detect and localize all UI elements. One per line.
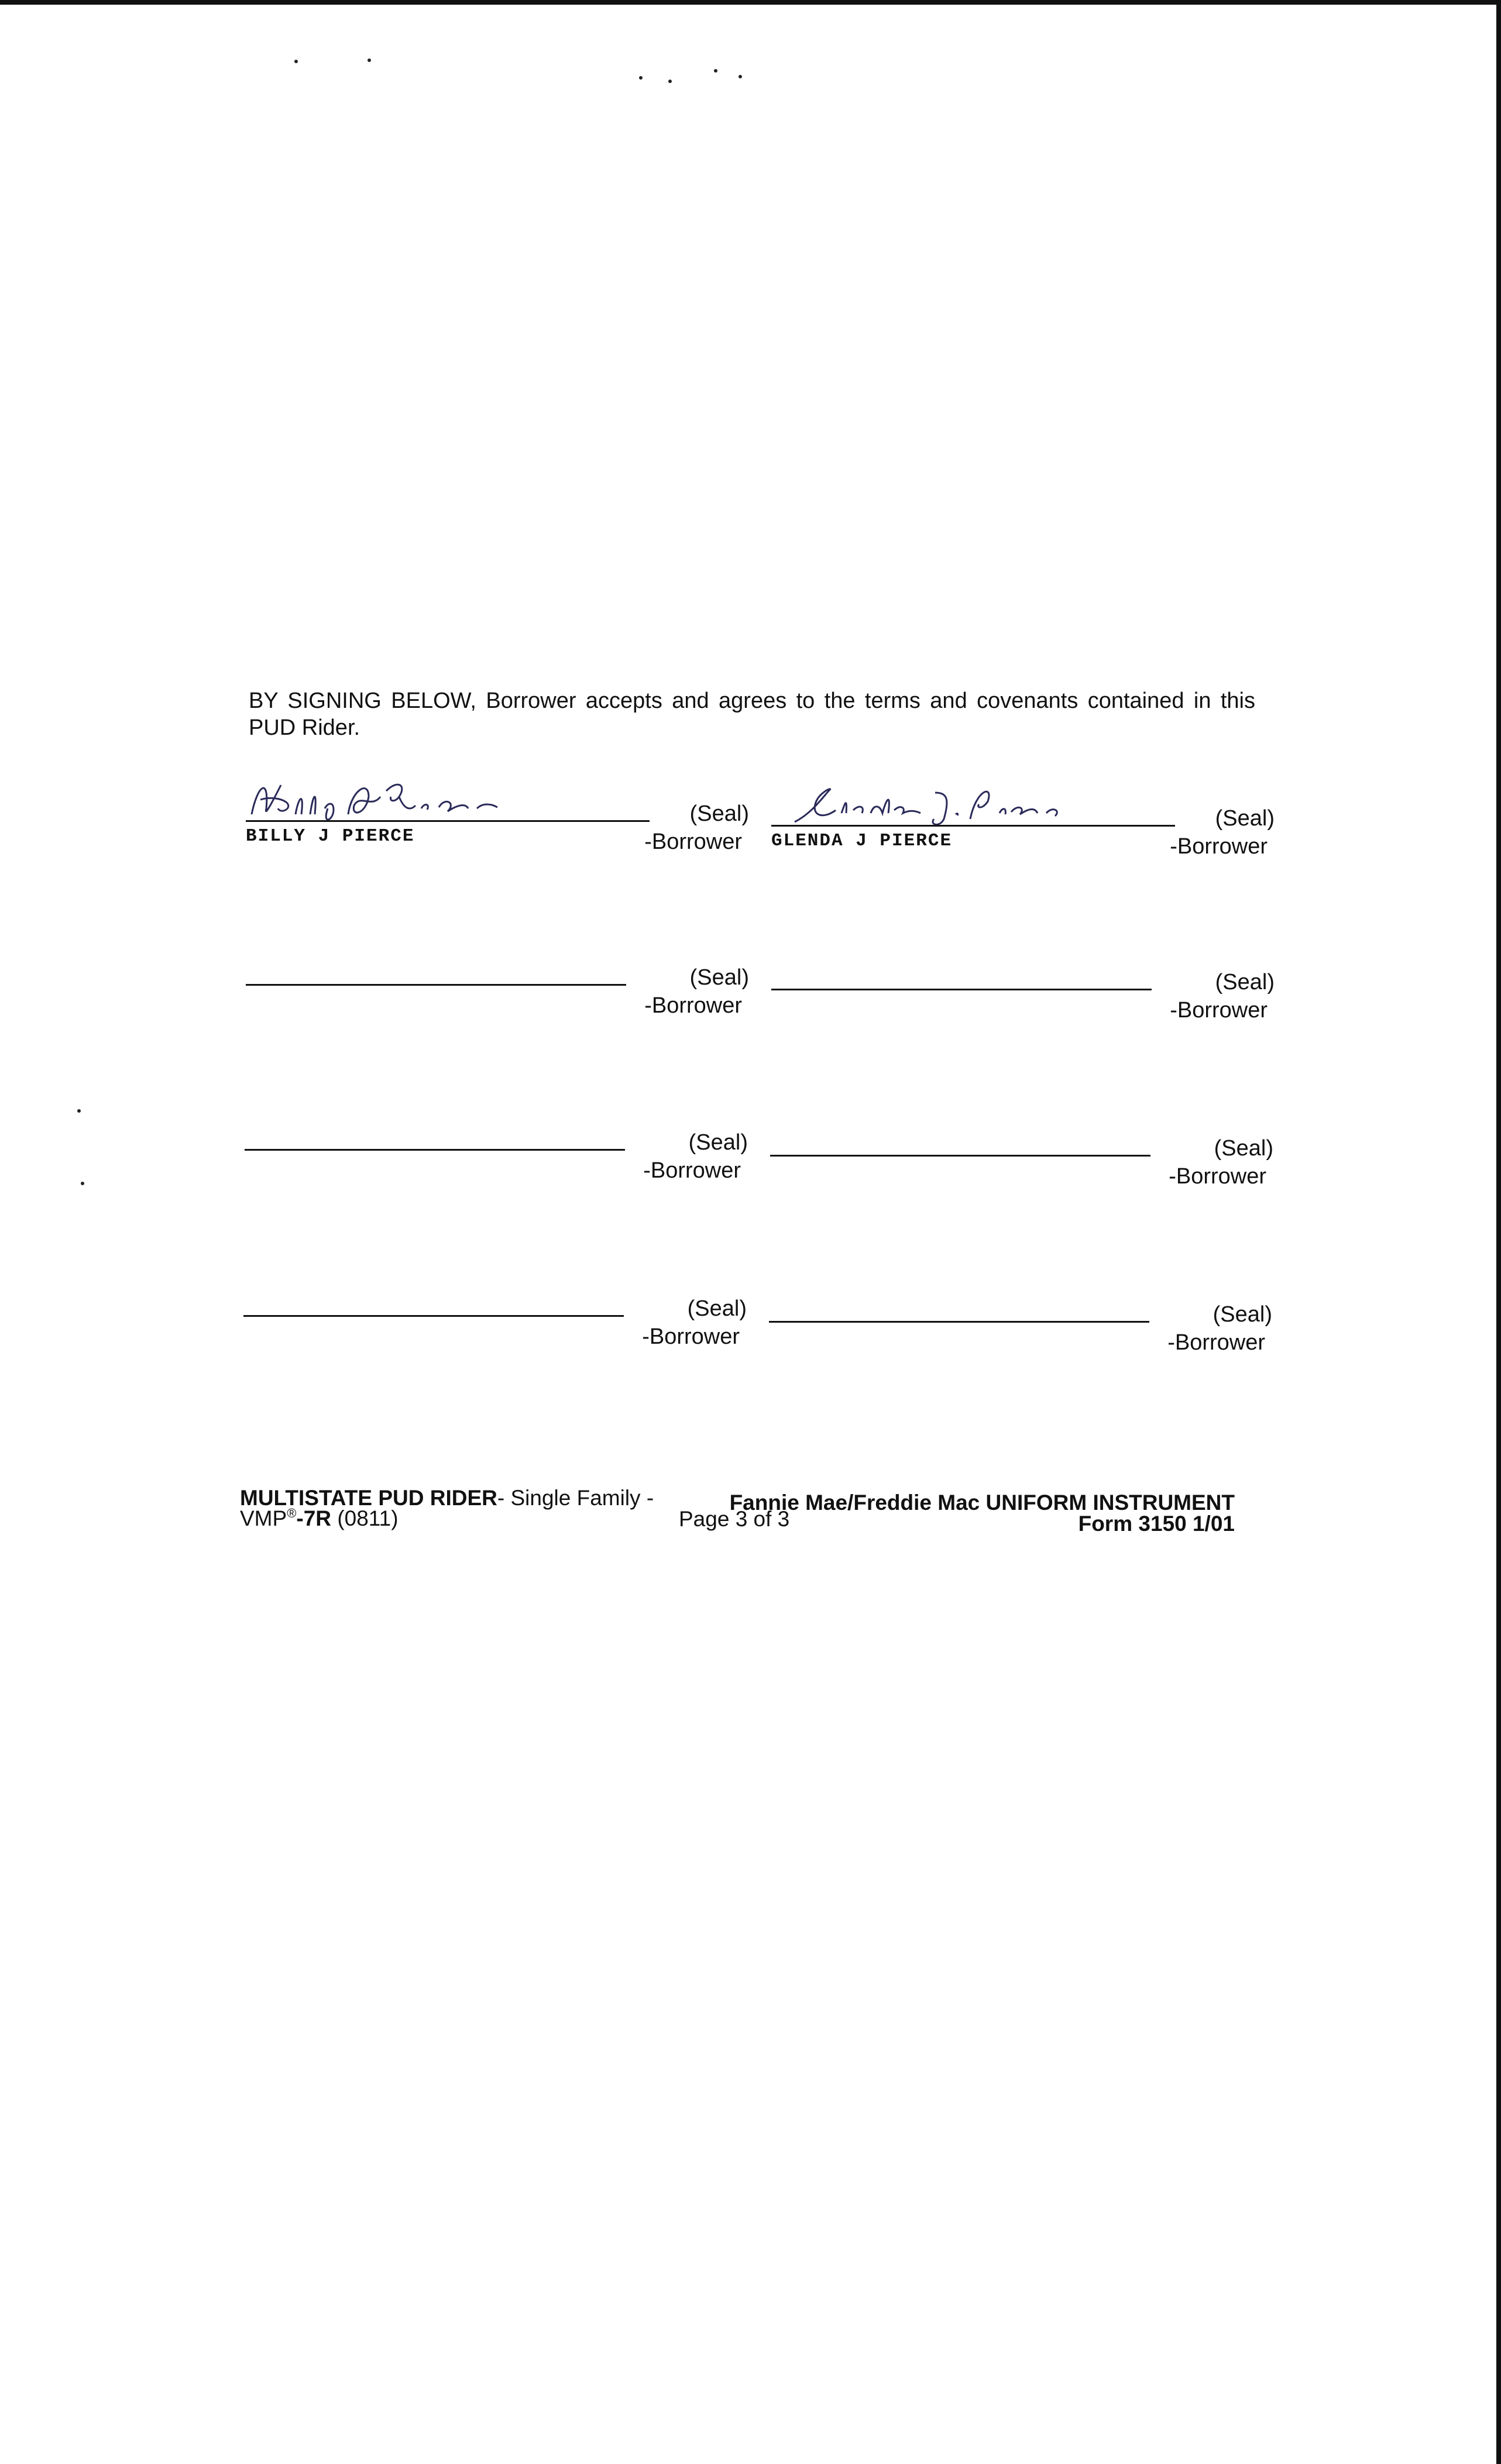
signature-block-4 [771, 964, 1275, 1028]
signature-line [771, 989, 1152, 990]
signature-line [771, 825, 1175, 827]
borrower-label: -Borrower [644, 993, 742, 1018]
footer-title-rest: - Single Family - [497, 1486, 654, 1510]
signature-billy-pierce [246, 773, 515, 826]
registered-mark: ® [287, 1506, 297, 1520]
signature-block-6 [770, 1130, 1273, 1195]
borrower-label: -Borrower [1170, 998, 1268, 1023]
seal-label: (Seal) [1215, 970, 1275, 994]
seal-label: (Seal) [689, 965, 749, 990]
signature-line [246, 984, 626, 986]
typed-signer-name: BILLY J PIERCE [246, 826, 415, 846]
signature-line [245, 1149, 625, 1151]
signature-block-8 [769, 1296, 1272, 1361]
scan-speck [639, 76, 643, 80]
typed-signer-name: GLENDA J PIERCE [771, 831, 953, 851]
signature-block-3 [246, 959, 749, 1024]
scan-speck [294, 60, 298, 63]
seal-label: (Seal) [1213, 1302, 1272, 1327]
footer-form-code [240, 1506, 399, 1531]
signature-line [243, 1315, 624, 1317]
footer-instrument: Fannie Mae/Freddie Mac UNIFORM INSTRUMENT [729, 1491, 1235, 1515]
scan-speck [714, 69, 717, 73]
signature-line [770, 1155, 1150, 1157]
footer-form-number: Form 3150 1/01 [1078, 1512, 1235, 1536]
signature-line [246, 820, 650, 822]
footer-title-bold: MULTISTATE PUD RIDER [240, 1486, 497, 1510]
scan-speck [668, 80, 672, 83]
borrower-label: -Borrower [642, 1324, 740, 1349]
seal-label: (Seal) [687, 1296, 747, 1321]
signature-block-7 [243, 1290, 747, 1355]
footer-page-number: Page 3 of 3 [679, 1507, 790, 1531]
borrower-label: -Borrower [644, 830, 742, 854]
form-footer [240, 1486, 1235, 1539]
form-code-version: (0811) [337, 1506, 399, 1530]
seal-label: (Seal) [689, 801, 749, 826]
seal-label: (Seal) [1215, 806, 1275, 831]
form-code-prefix: VMP [240, 1506, 287, 1530]
seal-label: (Seal) [1214, 1136, 1273, 1161]
page-edge-right [1496, 0, 1501, 2464]
signature-block-1 [246, 796, 749, 860]
scan-speck [739, 75, 742, 78]
page-edge-top [0, 0, 1501, 5]
borrower-label: -Borrower [643, 1158, 741, 1183]
signature-glenda-pierce [783, 778, 1064, 831]
borrower-label: -Borrower [1169, 1164, 1266, 1189]
borrower-label: -Borrower [1167, 1330, 1265, 1355]
seal-label: (Seal) [688, 1130, 748, 1155]
scan-speck [77, 1109, 81, 1113]
signature-block-5 [245, 1124, 748, 1189]
borrower-label: -Borrower [1170, 834, 1268, 859]
intro-paragraph: BY SIGNING BELOW, Borrower accepts and agrees to the terms and covenants contained in this PUD Rider. [249, 689, 1255, 740]
scan-speck [81, 1182, 84, 1185]
signature-line [769, 1321, 1149, 1323]
signature-block-2 [771, 800, 1275, 865]
scan-speck [367, 58, 371, 62]
form-code: -7R [296, 1506, 332, 1530]
